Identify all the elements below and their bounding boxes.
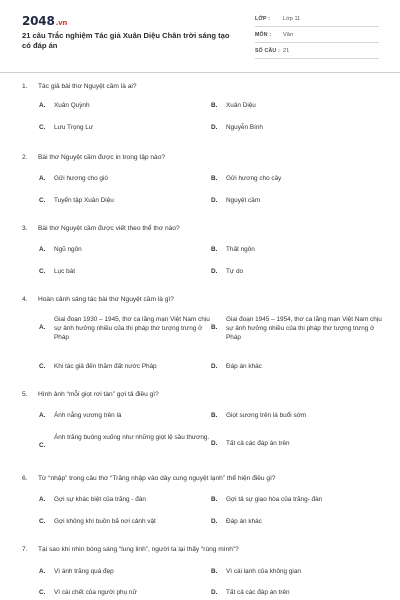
meta-value: Lớp 11: [283, 16, 301, 22]
meta-label: SỐ CÂU :: [255, 48, 280, 54]
site-logo[interactable]: [22, 14, 67, 28]
question-item: [22, 295, 382, 370]
option-letter: B.: [211, 412, 218, 419]
meta-row-grade: [255, 14, 379, 27]
option-letter: B.: [211, 496, 218, 503]
option-text: Tự do: [226, 268, 244, 275]
option-letter: C.: [39, 197, 46, 204]
option-letter: C.: [39, 442, 46, 449]
question-number: 3.: [22, 225, 28, 232]
option-text: Giai đoạn 1945 – 1954, thơ ca lãng mạn Việt Nam chịu sự ảnh hưởng nhiều của thi pháp thơ tượng trưng ở Pháp: [226, 316, 382, 341]
question-item: [22, 545, 382, 596]
option-text: Tuyển tập Xuân Diệu: [54, 197, 114, 204]
question-item: [22, 82, 382, 131]
question-item: [22, 474, 382, 525]
option-text: Lục bát: [54, 268, 75, 275]
option-letter: C.: [39, 124, 46, 131]
option-letter: D.: [211, 363, 218, 370]
option-letter: D.: [211, 124, 218, 131]
option-text: Gửi hương cho cây: [226, 175, 282, 182]
question-number: 2.: [22, 154, 28, 161]
option-letter: D.: [211, 518, 218, 525]
option-text: Nguyễn Bính: [226, 124, 263, 131]
meta-info-panel: [255, 14, 379, 62]
option-text: Ánh nắng vương trên lá: [54, 412, 122, 419]
option-text: Xuân Quỳnh: [54, 102, 90, 109]
option-letter: B.: [211, 324, 218, 331]
option-text: Lưu Trọng Lư: [54, 124, 94, 131]
question-text: Bài thơ Nguyệt cầm được in trong tập nào?: [38, 154, 166, 161]
option-letter: A.: [39, 324, 46, 331]
question-text: Hoàn cảnh sáng tác bài thơ Nguyệt cầm là gì?: [38, 296, 174, 303]
option-letter: D.: [211, 440, 218, 447]
question-stem: [22, 474, 382, 483]
option-text: Tất cả các đáp án trên: [226, 440, 290, 447]
meta-row-subject: [255, 30, 379, 43]
meta-value: 21: [283, 48, 290, 54]
question-stem: [22, 545, 382, 554]
document-header: [0, 0, 400, 74]
question-stem: [22, 224, 382, 233]
option-letter: B.: [211, 102, 218, 109]
question-number: 4.: [22, 296, 28, 303]
option-letter: D.: [211, 589, 218, 596]
option-text: Thất ngôn: [226, 246, 255, 253]
question-stem: [22, 390, 382, 399]
option-letter: B.: [211, 568, 218, 575]
option-text: Gợi sự khác biệt của trăng - đàn: [54, 496, 146, 503]
option-letter: D.: [211, 268, 218, 275]
question-number: 5.: [22, 391, 28, 398]
meta-label: MÔN :: [255, 32, 272, 38]
option-text: Vì cái chết của người phụ nữ: [54, 589, 137, 596]
option-letter: A.: [39, 246, 46, 253]
question-text: Tác giả bài thơ Nguyệt cầm là ai?: [38, 83, 137, 90]
option-text: Đáp án khác: [226, 363, 262, 370]
option-text: Xuân Diệu: [226, 102, 256, 109]
option-letter: A.: [39, 496, 46, 503]
option-text: Đáp án khác: [226, 518, 262, 525]
question-text: Từ “nhập” trong câu thơ “Trăng nhập vào dây cung nguyệt lạnh” thể hiện điều gì?: [38, 475, 276, 482]
option-text: Nguyệt cầm: [226, 197, 261, 204]
question-item: [22, 153, 382, 204]
question-item: [22, 390, 382, 449]
document-title: 21 câu Trắc nghiệm Tác giả Xuân Diệu Chân trời sáng tạo có đáp án: [22, 31, 230, 50]
option-text: Giai đoạn 1930 – 1945, thơ ca lãng mạn Việt Nam chịu sự ảnh hưởng nhiều của thi pháp thơ tượng trưng ở Pháp: [54, 316, 210, 341]
option-text: Ngũ ngôn: [54, 246, 82, 253]
question-item: [22, 224, 382, 275]
option-text: Ánh trăng buông xuống như những giọt lệ sầu thương.: [54, 434, 210, 441]
option-letter: C.: [39, 589, 46, 596]
option-letter: B.: [211, 175, 218, 182]
question-number: 1.: [22, 83, 28, 90]
option-letter: B.: [211, 246, 218, 253]
option-text: Gợi không khí buồn bã nơi cảnh vật: [54, 518, 156, 525]
question-text: Bài thơ Nguyệt cầm được viết theo thể thơ nào?: [38, 225, 180, 232]
option-letter: A.: [39, 568, 46, 575]
option-text: Giọt sương trên lá buổi sớm: [226, 412, 307, 419]
option-letter: C.: [39, 518, 46, 525]
question-text: Tại sao khi nhìn bóng sáng “lung linh”, người ta lại thấy “rùng mình”?: [38, 546, 239, 553]
meta-value: Văn: [283, 32, 293, 38]
option-text: Gửi hương cho gió: [54, 175, 108, 182]
option-text: Gợi tả sự giao hòa của trăng- đàn: [226, 496, 323, 503]
option-letter: C.: [39, 268, 46, 275]
question-number: 7.: [22, 546, 28, 553]
question-stem: [22, 295, 382, 304]
option-letter: A.: [39, 412, 46, 419]
meta-row-question-count: [255, 46, 379, 59]
question-text: Hình ảnh “mỗi giọt rơi tàn” gợi tả điều gì?: [38, 391, 159, 398]
question-stem: [22, 82, 382, 91]
logo-suffix: .vn: [55, 19, 68, 27]
logo-text: 2048: [22, 14, 55, 28]
question-number: 6.: [22, 475, 28, 482]
option-text: Tất cả các đáp án trên: [226, 589, 290, 596]
option-letter: A.: [39, 175, 46, 182]
meta-label: LỚP :: [255, 16, 271, 22]
option-text: Vì ánh trăng quá đẹp: [54, 568, 114, 575]
question-stem: [22, 153, 382, 162]
option-letter: C.: [39, 363, 46, 370]
option-text: Khi tác giả đến thăm đất nước Pháp: [54, 363, 157, 370]
header-divider: [0, 72, 400, 73]
option-text: Vì cái lạnh của không gian: [226, 568, 301, 575]
option-letter: A.: [39, 102, 46, 109]
option-letter: D.: [211, 197, 218, 204]
